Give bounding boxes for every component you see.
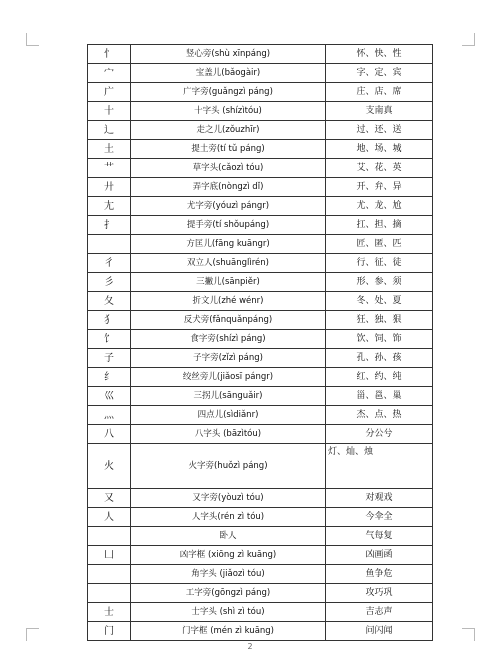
radical-name-cell: 提土旁(tí tǔ páng) [131, 140, 326, 159]
page-number: 2 [247, 642, 253, 651]
radical-cell: 忄 [88, 45, 131, 64]
radical-name-cell: 尤字旁(yóuzì pángr) [131, 197, 326, 216]
radical-cell [88, 527, 131, 546]
crop-mark-top-right [462, 33, 475, 46]
radical-name-cell: 四点儿(sìdiǎnr) [131, 406, 326, 425]
table-row [88, 508, 433, 527]
example-characters-cell: 鱼争危 [326, 565, 433, 584]
example-characters-cell: 分公兮 [326, 425, 433, 444]
radical-name-cell: 工字旁(gōngzì páng) [131, 584, 326, 603]
radical-cell [88, 565, 131, 584]
crop-mark-bottom-left [26, 628, 39, 641]
radical-name-cell: 反犬旁(fǎnquǎnpáng) [131, 311, 326, 330]
table-row [88, 235, 433, 254]
example-characters-cell: 开、弁、异 [326, 178, 433, 197]
radical-name-cell: 角字头 (jiǎozì tóu) [131, 565, 326, 584]
table-row [88, 565, 433, 584]
table-row [88, 330, 433, 349]
radical-name-cell: 食字旁(shízì páng) [131, 330, 326, 349]
radical-name-cell: 提手旁(tí shǒupáng) [131, 216, 326, 235]
radical-name-cell: 折文儿(zhé wénr) [131, 292, 326, 311]
example-characters-cell: 尤、龙、尬 [326, 197, 433, 216]
example-characters-cell: 行、征、徒 [326, 254, 433, 273]
example-characters-cell: 艾、花、英 [326, 159, 433, 178]
radical-cell [88, 235, 131, 254]
radical-name-cell: 门字框 (mén zì kuāng) [131, 622, 326, 641]
radical-cell: 纟 [88, 368, 131, 387]
radical-cell: 广 [88, 83, 131, 102]
table-row [88, 444, 433, 489]
radical-cell: 彳 [88, 254, 131, 273]
table-row [88, 489, 433, 508]
table-row [88, 102, 433, 121]
table-row [88, 387, 433, 406]
table-row [88, 83, 433, 102]
example-characters-cell: 红、约、纯 [326, 368, 433, 387]
radical-cell: 艹 [88, 159, 131, 178]
table-row [88, 254, 433, 273]
example-characters-cell: 甾、邕、巢 [326, 387, 433, 406]
radical-cell: 子 [88, 349, 131, 368]
radical-cell: 士 [88, 603, 131, 622]
crop-mark-top-left [26, 33, 39, 46]
radical-name-cell: 绞丝旁儿(jiǎosī pángr) [131, 368, 326, 387]
radical-name-cell: 子字旁(zǐzì páng) [131, 349, 326, 368]
example-characters-cell: 攻巧巩 [326, 584, 433, 603]
radical-name-cell: 弄字底(nòngzì dǐ) [131, 178, 326, 197]
radical-name-cell: 士字头 (shì zì tóu) [131, 603, 326, 622]
radical-name-cell: 八字头 (bāzìtóu) [131, 425, 326, 444]
example-characters-cell: 扛、担、摘 [326, 216, 433, 235]
crop-mark-bottom-right [462, 628, 475, 641]
table-row [88, 527, 433, 546]
radical-name-cell: 双立人(shuānglìrén) [131, 254, 326, 273]
radicals-table-body [88, 45, 433, 641]
table-row [88, 292, 433, 311]
radical-cell: 尢 [88, 197, 131, 216]
radical-cell: 人 [88, 508, 131, 527]
table-row [88, 45, 433, 64]
table-row [88, 425, 433, 444]
example-characters-cell: 形、参、须 [326, 273, 433, 292]
radical-cell: 门 [88, 622, 131, 641]
radical-cell [88, 584, 131, 603]
table-row [88, 64, 433, 83]
example-characters-cell: 支南真 [326, 102, 433, 121]
example-characters-cell: 字、定、宾 [326, 64, 433, 83]
table-row [88, 178, 433, 197]
table-row [88, 311, 433, 330]
radical-name-cell: 竖心旁(shù xīnpáng) [131, 45, 326, 64]
table-row [88, 159, 433, 178]
example-characters-cell: 匠、匿、匹 [326, 235, 433, 254]
example-characters-cell: 杰、点、热 [326, 406, 433, 425]
example-characters-cell: 狂、独、狠 [326, 311, 433, 330]
radical-name-cell: 走之儿(zǒuzhīr) [131, 121, 326, 140]
radical-name-cell: 草字头(cǎozì tóu) [131, 159, 326, 178]
radical-cell: 土 [88, 140, 131, 159]
radical-name-cell: 方匡儿(fāng kuāngr) [131, 235, 326, 254]
radical-cell: 十 [88, 102, 131, 121]
radical-cell: 又 [88, 489, 131, 508]
table-row [88, 197, 433, 216]
radical-cell: 宀 [88, 64, 131, 83]
example-characters-cell: 对观戏 [326, 489, 433, 508]
table-row [88, 368, 433, 387]
radicals-table [87, 44, 433, 641]
radical-cell: 辶 [88, 121, 131, 140]
radical-cell: 彡 [88, 273, 131, 292]
table-row [88, 406, 433, 425]
example-characters-cell: 问闪闻 [326, 622, 433, 641]
radical-name-cell: 卧人 [131, 527, 326, 546]
radical-cell: 夂 [88, 292, 131, 311]
table-row [88, 140, 433, 159]
radical-cell: 火 [88, 444, 131, 489]
radical-name-cell: 广字旁(guǎngzì páng) [131, 83, 326, 102]
table-row [88, 349, 433, 368]
radical-cell: 巛 [88, 387, 131, 406]
example-characters-cell: 过、还、送 [326, 121, 433, 140]
example-characters-cell: 气每复 [326, 527, 433, 546]
example-characters-cell: 吉志声 [326, 603, 433, 622]
radical-name-cell: 三撇儿(sānpiěr) [131, 273, 326, 292]
example-characters-cell: 冬、处、夏 [326, 292, 433, 311]
table-row [88, 584, 433, 603]
radical-cell: 凵 [88, 546, 131, 565]
radical-name-cell: 十字头 (shízìtóu) [131, 102, 326, 121]
radical-name-cell: 人字头(rén zì tóu) [131, 508, 326, 527]
radical-cell: 扌 [88, 216, 131, 235]
radical-cell: 犭 [88, 311, 131, 330]
radical-cell: 八 [88, 425, 131, 444]
example-characters-cell: 孔、孙、孩 [326, 349, 433, 368]
table-row [88, 273, 433, 292]
radical-cell: 饣 [88, 330, 131, 349]
example-characters-cell: 庄、店、席 [326, 83, 433, 102]
radical-cell: 灬 [88, 406, 131, 425]
table-row [88, 603, 433, 622]
table-row [88, 546, 433, 565]
table-row [88, 216, 433, 235]
example-characters-cell: 饮、饲、饰 [326, 330, 433, 349]
radical-name-cell: 宝盖儿(bǎogàir) [131, 64, 326, 83]
table-row [88, 622, 433, 641]
radical-cell: 廾 [88, 178, 131, 197]
radical-name-cell: 又字旁(yòuzì tóu) [131, 489, 326, 508]
example-characters-cell: 今伞全 [326, 508, 433, 527]
radical-name-cell: 凶字框 (xiōng zì kuāng) [131, 546, 326, 565]
example-characters-cell: 灯、灿、烛 [326, 444, 433, 489]
example-characters-cell: 地、场、城 [326, 140, 433, 159]
table-row [88, 121, 433, 140]
radical-name-cell: 火字旁(huǒzì páng) [131, 444, 326, 489]
example-characters-cell: 凶画函 [326, 546, 433, 565]
radical-name-cell: 三拐儿(sānguǎir) [131, 387, 326, 406]
example-characters-cell: 怀、快、性 [326, 45, 433, 64]
